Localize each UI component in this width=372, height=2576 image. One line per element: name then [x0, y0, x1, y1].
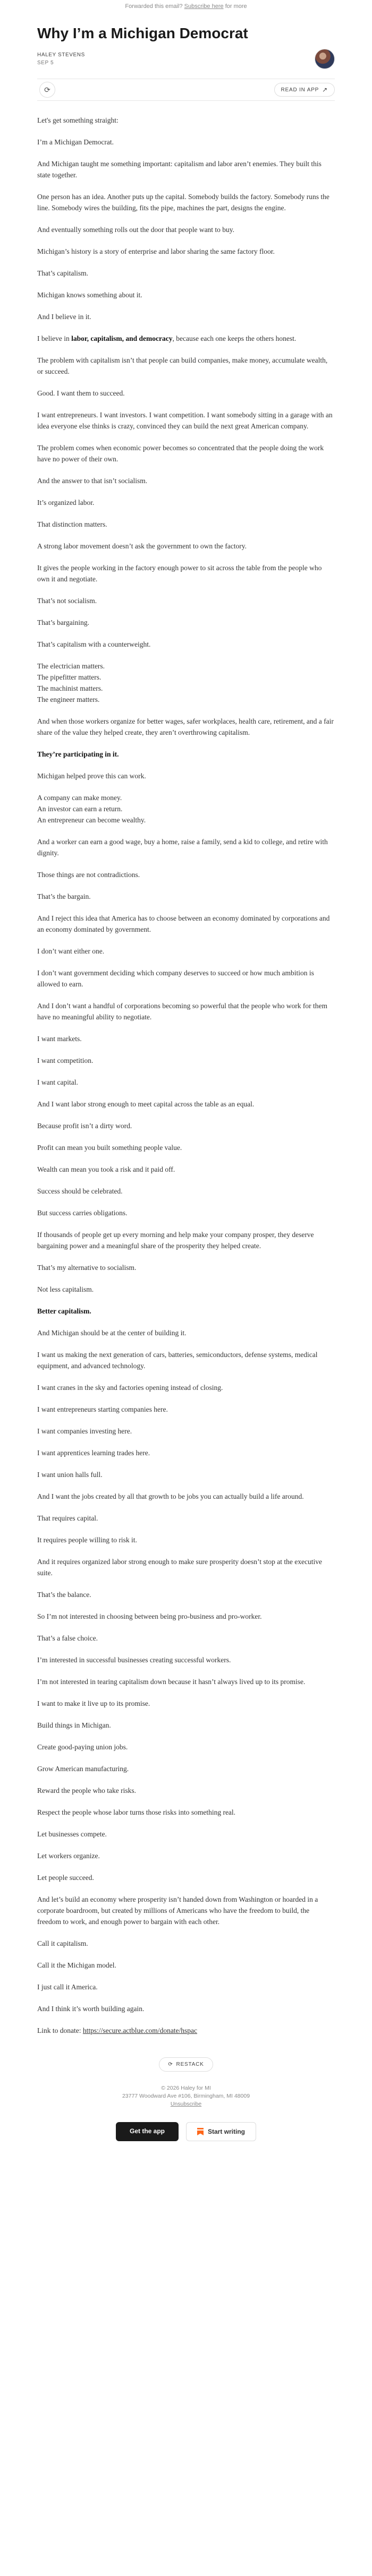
paragraph: One person has an idea. Another puts up the capital. Somebody builds the factory. Somebody runs the line. Somebody wires the building, fits the pipe, machines the part, designs the engine.: [37, 193, 329, 212]
paragraph: And it requires organized labor strong enough to make sure prosperity doesn’t stop at the executive suite.: [37, 1558, 322, 1577]
paragraph: And let’s build an economy where prosperity isn’t handed down from Washington or hoarded in a corporate boardroom, but created by millions of Americans who have the freedom to build, the freedom to work, and enough power to bargain with each other.: [37, 1895, 318, 1926]
paragraph: I don’t want either one.: [37, 947, 105, 955]
get-app-button[interactable]: Get the app: [116, 2122, 179, 2141]
paragraph: I want apprentices learning trades here.: [37, 1449, 150, 1457]
paragraph: It requires people willing to risk it.: [37, 1536, 137, 1544]
paragraph: Michigan knows something about it.: [37, 291, 142, 299]
paragraph: Call it the Michigan model.: [37, 1961, 116, 1969]
paragraph: I don’t want government deciding which company deserves to succeed or how much ambition is allowed to earn.: [37, 969, 314, 988]
paragraph: Profit can mean you built something people value.: [37, 1144, 182, 1152]
paragraph: That’s capitalism with a counterweight.: [37, 640, 151, 648]
paragraph: The problem comes when economic power becomes so concentrated that the people doing the work have no power of their own.: [37, 444, 324, 463]
paragraph: Respect the people whose labor turns those risks into something real.: [37, 1808, 236, 1816]
restack-button[interactable]: [159, 2057, 213, 2072]
restack-icon: ⟳: [168, 2062, 173, 2067]
paragraph: And I reject this idea that America has to choose between an economy dominated by corporations and an economy dominated by government.: [37, 914, 330, 933]
paragraph: A company can make money.: [37, 794, 122, 802]
paragraph: A strong labor movement doesn’t ask the government to own the factory.: [37, 542, 247, 550]
paragraph: I’m interested in successful businesses creating successful workers.: [37, 1656, 231, 1664]
post-container: [37, 24, 335, 2141]
paragraph: That’s bargaining.: [37, 619, 89, 626]
post-date: SEP 5: [37, 60, 54, 66]
bold-text: They’re participating in it.: [37, 750, 119, 758]
post-body: [37, 115, 335, 2036]
paragraph: If thousands of people get up every morning and help make your company prosper, they deserve bargaining power and a meaningful share of the prosperity they helped create.: [37, 1231, 314, 1250]
start-writing-button[interactable]: [186, 2122, 256, 2141]
restack-footer: [37, 2057, 335, 2072]
paragraph: I want companies investing here.: [37, 1427, 132, 1435]
paragraph: Let's get something straight:: [37, 116, 119, 124]
paragraph: And the answer to that isn’t socialism.: [37, 477, 148, 485]
paragraph: I want entrepreneurs. I want investors. I want competition. I want somebody sitting in a garage with an idea everyone else thinks is crazy, convinced they can build the next great American company.: [37, 411, 333, 430]
paragraph: And eventually something rolls out the door that people want to buy.: [37, 226, 235, 234]
paragraph: I just call it America.: [37, 1983, 98, 1991]
forward-suffix: for more: [225, 3, 247, 10]
paragraph: That’s the bargain.: [37, 892, 91, 900]
arrow-up-right-icon: ↗: [322, 86, 328, 93]
paragraph: I want capital.: [37, 1078, 78, 1086]
text-run: Link to donate:: [37, 2027, 83, 2034]
paragraph: Let people succeed.: [37, 1874, 94, 1882]
paragraph: I’m not interested in tearing capitalism down because it hasn’t always lived up to its promise.: [37, 1678, 306, 1686]
start-writing-label: Start writing: [208, 2128, 246, 2135]
unsubscribe-link[interactable]: Unsubscribe: [170, 2101, 202, 2107]
footer-buttons: [37, 2122, 335, 2141]
restack-icon[interactable]: ⟳: [39, 82, 55, 98]
paragraph: I want to make it live up to its promise.: [37, 1699, 150, 1707]
paragraph: I’m a Michigan Democrat.: [37, 138, 114, 146]
paragraph: Create good-paying union jobs.: [37, 1743, 128, 1751]
author-name[interactable]: HALEY STEVENS: [37, 52, 85, 58]
paragraph: I want us making the next generation of cars, batteries, semiconductors, defense systems, medical equipment, and advanced technology.: [37, 1351, 318, 1370]
bold-text: labor, capitalism, and democracy: [71, 334, 173, 342]
paragraph: [37, 333, 335, 344]
address: 23777 Woodward Ave #106, Birmingham, MI 48009: [122, 2093, 250, 2099]
paragraph: And I want labor strong enough to meet capital across the table as an equal.: [37, 1100, 255, 1108]
paragraph: The pipefitter matters.: [37, 673, 102, 681]
substack-logo-icon: [197, 2128, 204, 2135]
paragraph: The electrician matters.: [37, 662, 105, 670]
paragraph: The problem with capitalism isn’t that people can build companies, make money, accumulate wealth, or succeed.: [37, 356, 328, 375]
paragraph: Build things in Michigan.: [37, 1721, 111, 1729]
subscribe-link[interactable]: Subscribe here: [184, 3, 224, 10]
restack-label: RESTACK: [176, 2062, 204, 2067]
donate-link[interactable]: https://secure.actblue.com/donate/hspac: [82, 2027, 198, 2034]
paragraph: And Michigan taught me something important: capitalism and labor aren’t enemies. They built this state together.: [37, 160, 322, 179]
paragraph: [37, 1306, 335, 1317]
read-in-app-label: READ IN APP: [281, 87, 319, 93]
paragraph: So I’m not interested in choosing between being pro-business and pro-worker.: [37, 1612, 262, 1620]
paragraph: [37, 749, 335, 760]
paragraph: The machinist matters.: [37, 684, 103, 692]
paragraph: Let workers organize.: [37, 1852, 100, 1860]
paragraph: That requires capital.: [37, 1514, 98, 1522]
paragraph: And I don’t want a handful of corporations becoming so powerful that the people who work for them have no meaningful ability to negotiate.: [37, 1002, 327, 1021]
text-run: , because each one keeps the others honest.: [172, 334, 297, 342]
author-avatar[interactable]: [315, 49, 335, 69]
paragraph: I want markets.: [37, 1035, 82, 1043]
post-title[interactable]: Why I’m a Michigan Democrat: [37, 25, 248, 41]
paragraph: [37, 2025, 335, 2036]
paragraph: I want entrepreneurs starting companies here.: [37, 1405, 168, 1413]
paragraph: That distinction matters.: [37, 520, 107, 528]
paragraph: That’s a false choice.: [37, 1634, 98, 1642]
forward-text: Forwarded this email?: [125, 3, 183, 10]
paragraph: That’s the balance.: [37, 1591, 91, 1599]
forward-notice: [0, 0, 372, 19]
paragraph: Those things are not contradictions.: [37, 871, 140, 879]
paragraph: That’s not socialism.: [37, 597, 97, 605]
text-run: I believe in: [37, 334, 72, 342]
paragraph: Michigan helped prove this can work.: [37, 772, 146, 780]
paragraph: Wealth can mean you took a risk and it paid off.: [37, 1165, 175, 1173]
paragraph: Let businesses compete.: [37, 1830, 107, 1838]
paragraph: But success carries obligations.: [37, 1209, 128, 1217]
read-in-app-button[interactable]: [274, 83, 335, 97]
paragraph: I want union halls full.: [37, 1471, 103, 1479]
paragraph: I want cranes in the sky and factories opening instead of closing.: [37, 1384, 223, 1392]
paragraph: And a worker can earn a good wage, buy a home, raise a family, send a kid to college, and retire with dignity.: [37, 838, 328, 857]
paragraph: Not less capitalism.: [37, 1285, 94, 1293]
action-bar: [37, 79, 335, 101]
paragraph: An investor can earn a return.: [37, 805, 123, 813]
paragraph: Because profit isn’t a dirty word.: [37, 1122, 132, 1130]
byline: [37, 49, 335, 69]
paragraph: Grow American manufacturing.: [37, 1765, 129, 1773]
paragraph: Reward the people who take risks.: [37, 1787, 136, 1794]
paragraph: An entrepreneur can become wealthy.: [37, 816, 146, 824]
paragraph: Good. I want them to succeed.: [37, 389, 125, 397]
paragraph: The engineer matters.: [37, 695, 100, 703]
paragraph: That’s capitalism.: [37, 269, 88, 277]
paragraph: And I want the jobs created by all that growth to be jobs you can actually build a life around.: [37, 1492, 304, 1500]
paragraph: Success should be celebrated.: [37, 1187, 123, 1195]
paragraph: That’s my alternative to socialism.: [37, 1264, 137, 1272]
paragraph: And I think it’s worth building again.: [37, 2005, 145, 2013]
paragraph: And Michigan should be at the center of building it.: [37, 1329, 187, 1337]
footer-info: [37, 2084, 335, 2108]
paragraph: And I believe in it.: [37, 313, 91, 321]
paragraph: Michigan’s history is a story of enterprise and labor sharing the same factory floor.: [37, 247, 275, 255]
paragraph: It’s organized labor.: [37, 499, 95, 506]
paragraph: It gives the people working in the factory enough power to sit across the table from the people who own it and negotiate.: [37, 564, 322, 583]
paragraph: I want competition.: [37, 1057, 94, 1064]
paragraph: And when those workers organize for better wages, safer workplaces, health care, retirement, and a fair share of the value they helped create, they aren’t overthrowing capitalism.: [37, 717, 334, 736]
copyright: © 2026 Haley for MI: [161, 2085, 211, 2091]
bold-text: Better capitalism.: [37, 1307, 91, 1315]
paragraph: Call it capitalism.: [37, 1939, 88, 1947]
